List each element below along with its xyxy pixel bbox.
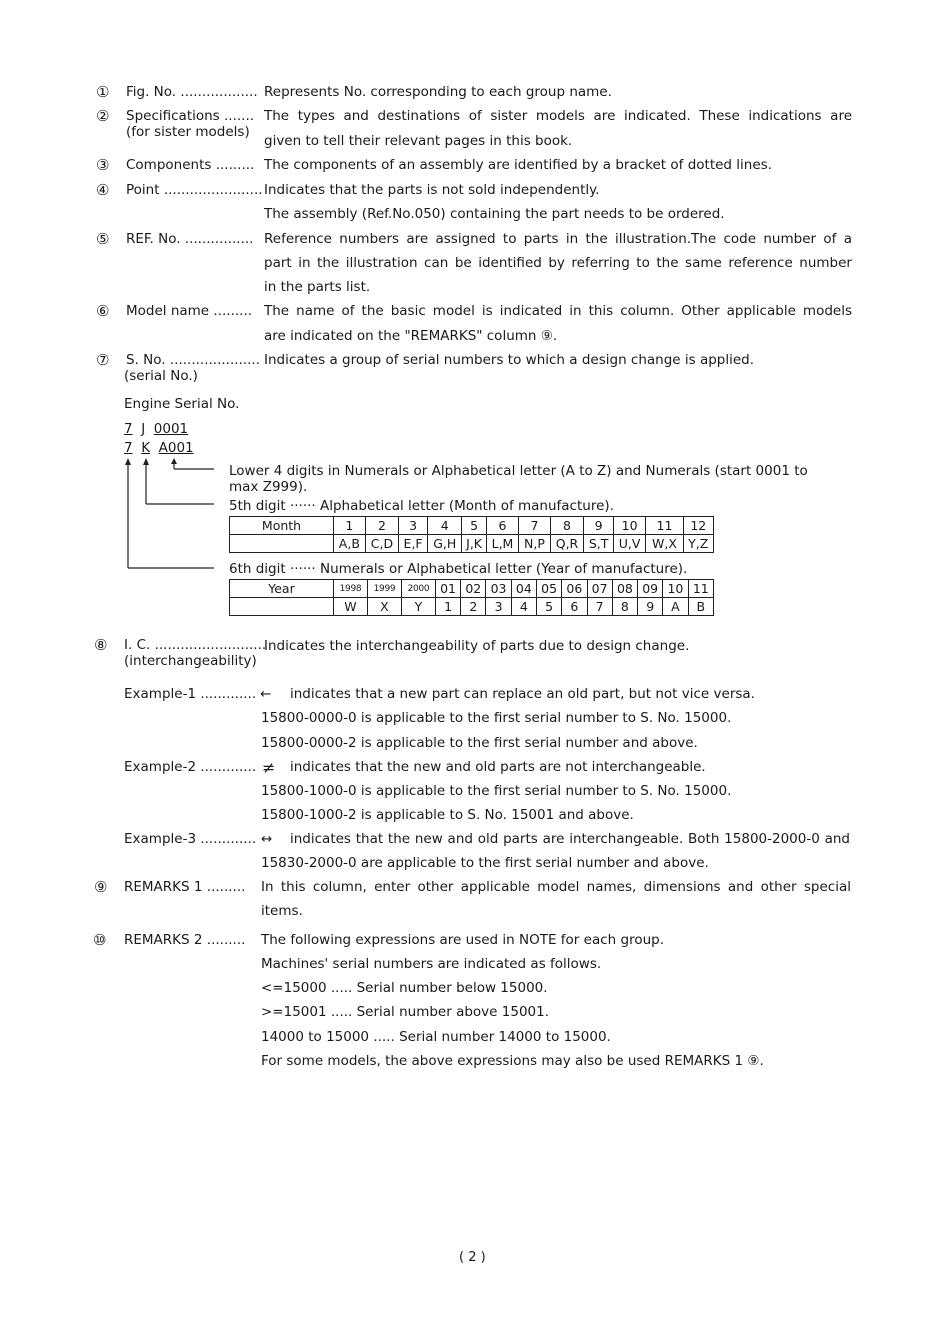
example-1-line1: 15800-0000-0 is applicable to the first serial number to S. No. 15000. (261, 710, 732, 726)
year-code-cell: 4 (511, 598, 536, 616)
item-8-label: I. C. .......................... (124, 637, 267, 653)
item-2-label: Specifications ....... (126, 108, 255, 124)
month-letter-cell: L,M (486, 535, 519, 553)
month-cell: 12 (683, 517, 713, 535)
engine-serial-heading: Engine Serial No. (124, 396, 240, 412)
item-4-marker: ④ (96, 181, 110, 199)
item-4-desc-line1: Indicates that the parts is not sold independently. (264, 182, 600, 198)
example-1-symbol: ← (260, 686, 272, 702)
item-4-label: Point ....................... (126, 182, 263, 198)
example-1-line2: 15800-0000-2 is applicable to the first serial number and above. (261, 735, 698, 751)
item-6-marker: ⑥ (96, 302, 110, 320)
example-3-line1: 15830-2000-0 are applicable to the first serial number and above. (261, 855, 709, 871)
item-8-sublabel: (interchangeability) (124, 653, 257, 669)
year-code-cell: A (663, 598, 688, 616)
month-blank-cell (230, 535, 334, 553)
item-4-desc-line2: The assembly (Ref.No.050) containing the part needs to be ordered. (264, 206, 725, 222)
item-7-marker: ⑦ (96, 351, 110, 369)
month-header: Month (230, 517, 334, 535)
example-2-line1: 15800-1000-0 is applicable to the first serial number to S. No. 15000. (261, 783, 732, 799)
year-cell: 02 (461, 580, 486, 598)
item-7-desc: Indicates a group of serial numbers to which a design change is applied. (264, 352, 755, 368)
year-code-cell: 3 (486, 598, 511, 616)
month-cell: 5 (462, 517, 486, 535)
remarks2-line: Machines' serial numbers are indicated as follows. (261, 956, 602, 972)
year-code-cell: X (367, 598, 401, 616)
item-8-desc: Indicates the interchangeability of parts due to design change. (264, 638, 690, 654)
item-2-desc-line1: The types and destinations of sister models are indicated. These indications are (264, 108, 852, 124)
month-letter-cell: S,T (584, 535, 613, 553)
month-letter-cell: C,D (365, 535, 398, 553)
example-1-desc: indicates that a new part can replace an old part, but not vice versa. (290, 686, 755, 702)
item-2-desc-line2: given to tell their relevant pages in this book. (264, 133, 573, 149)
item-5-desc-line2: part in the illustration can be identified by referring to the same reference number (264, 255, 852, 271)
example-2-desc: indicates that the new and old parts are not interchangeable. (290, 759, 706, 775)
example-2-symbol: ≠ (262, 758, 276, 777)
month-cell: 10 (613, 517, 646, 535)
year-cell: 09 (638, 580, 663, 598)
example-3-label: Example-3 ............. (124, 831, 257, 847)
year-code-cell: 6 (562, 598, 587, 616)
year-code-cell: W (334, 598, 368, 616)
item-9-marker: ⑨ (94, 878, 108, 896)
year-code-cell: Y (401, 598, 435, 616)
item-5-desc-line1: Reference numbers are assigned to parts in the illustration.The code number of a (264, 231, 852, 247)
year-cell: 01 (435, 580, 460, 598)
month-letter-cell: Y,Z (683, 535, 713, 553)
month-letter-cell: A,B (334, 535, 366, 553)
month-cell: 3 (399, 517, 428, 535)
remarks2-line: <=15000 ..... Serial number below 15000. (261, 980, 548, 996)
year-table (229, 579, 714, 616)
month-cell: 8 (550, 517, 584, 535)
item-9-desc-line1: In this column, enter other applicable model names, dimensions and other special (261, 879, 851, 895)
serial-digit-diagram (120, 456, 220, 574)
year-cell: 2000 (401, 580, 435, 598)
year-code-cell: 2 (461, 598, 486, 616)
item-9-desc-line2: items. (261, 903, 303, 919)
item-2-marker: ② (96, 107, 110, 125)
year-cell: 03 (486, 580, 511, 598)
item-5-label: REF. No. ................ (126, 231, 254, 247)
month-cell: 6 (486, 517, 519, 535)
month-cell: 1 (334, 517, 366, 535)
item-1-desc: Represents No. corresponding to each group name. (264, 84, 612, 100)
example-2-line2: 15800-1000-2 is applicable to S. No. 15001 and above. (261, 807, 634, 823)
item-1-label: Fig. No. .................. (126, 84, 258, 100)
year-cell: 04 (511, 580, 536, 598)
remarks2-line: For some models, the above expressions may also be used REMARKS 1 ⑨. (261, 1053, 764, 1069)
year-header: Year (230, 580, 334, 598)
remarks2-line: >=15001 ..... Serial number above 15001. (261, 1004, 550, 1020)
year-blank-cell (230, 598, 334, 616)
serial-code-1: 7 J 0001 (124, 421, 189, 437)
month-cell: 9 (584, 517, 613, 535)
example-2-label: Example-2 ............. (124, 759, 257, 775)
item-10-marker: ⑩ (93, 931, 107, 949)
example-3-symbol: ↔ (261, 831, 273, 847)
month-cell: 4 (427, 517, 462, 535)
month-letter-cell: E,F (399, 535, 428, 553)
year-code-cell: 8 (612, 598, 637, 616)
item-3-label: Components ......... (126, 157, 255, 173)
year-cell: 10 (663, 580, 688, 598)
item-10-label: REMARKS 2 ......... (124, 932, 246, 948)
year-code-cell: 1 (435, 598, 460, 616)
year-code-cell: 7 (587, 598, 612, 616)
month-letter-cell: U,V (613, 535, 646, 553)
month-letter-cell: J,K (462, 535, 486, 553)
year-cell: 1999 (367, 580, 401, 598)
item-6-desc-line1: The name of the basic model is indicated in this column. Other applicable models (264, 303, 852, 319)
item-5-desc-line3: in the parts list. (264, 279, 371, 295)
item-5-marker: ⑤ (96, 230, 110, 248)
year-cell: 06 (562, 580, 587, 598)
item-1-marker: ① (96, 83, 110, 101)
item-6-desc-line2: are indicated on the "REMARKS" column ⑨. (264, 328, 558, 344)
lower-digits-note-line2: max Z999). (229, 479, 308, 495)
year-code-cell: B (688, 598, 713, 616)
year-cell: 11 (688, 580, 713, 598)
example-3-desc: indicates that the new and old parts are interchangeable. Both 15800-2000-0 and (290, 831, 850, 847)
item-7-sublabel: (serial No.) (124, 368, 198, 384)
serial-code-2: 7 K A001 (124, 440, 194, 456)
year-cell: 1998 (334, 580, 368, 598)
page-number: ( 2 ) (459, 1250, 486, 1265)
remarks2-line: 14000 to 15000 ..... Serial number 14000 to 15000. (261, 1029, 611, 1045)
year-code-cell: 5 (536, 598, 561, 616)
item-3-desc: The components of an assembly are identified by a bracket of dotted lines. (264, 157, 772, 173)
month-letter-cell: N,P (519, 535, 550, 553)
item-8-marker: ⑧ (94, 636, 108, 654)
month-letter-cell: Q,R (550, 535, 584, 553)
sixth-digit-note: 6th digit ······ Numerals or Alphabetical letter (Year of manufacture). (229, 561, 688, 577)
month-letter-cell: W,X (646, 535, 683, 553)
month-table (229, 516, 714, 553)
item-10-desc: The following expressions are used in NOTE for each group. (261, 932, 664, 948)
year-cell: 08 (612, 580, 637, 598)
fifth-digit-note: 5th digit ······ Alphabetical letter (Month of manufacture). (229, 498, 614, 514)
month-letter-cell: G,H (427, 535, 462, 553)
item-7-label: S. No. ..................... (126, 352, 260, 368)
lower-digits-note-line1: Lower 4 digits in Numerals or Alphabetical letter (A to Z) and Numerals (start 0001 to (229, 463, 808, 479)
item-6-label: Model name ......... (126, 303, 253, 319)
year-cell: 07 (587, 580, 612, 598)
year-code-cell: 9 (638, 598, 663, 616)
month-cell: 7 (519, 517, 550, 535)
year-cell: 05 (536, 580, 561, 598)
item-2-sublabel: (for sister models) (126, 124, 250, 140)
item-3-marker: ③ (96, 156, 110, 174)
month-cell: 11 (646, 517, 683, 535)
month-cell: 2 (365, 517, 398, 535)
item-9-label: REMARKS 1 ......... (124, 879, 246, 895)
example-1-label: Example-1 ............. (124, 686, 257, 702)
